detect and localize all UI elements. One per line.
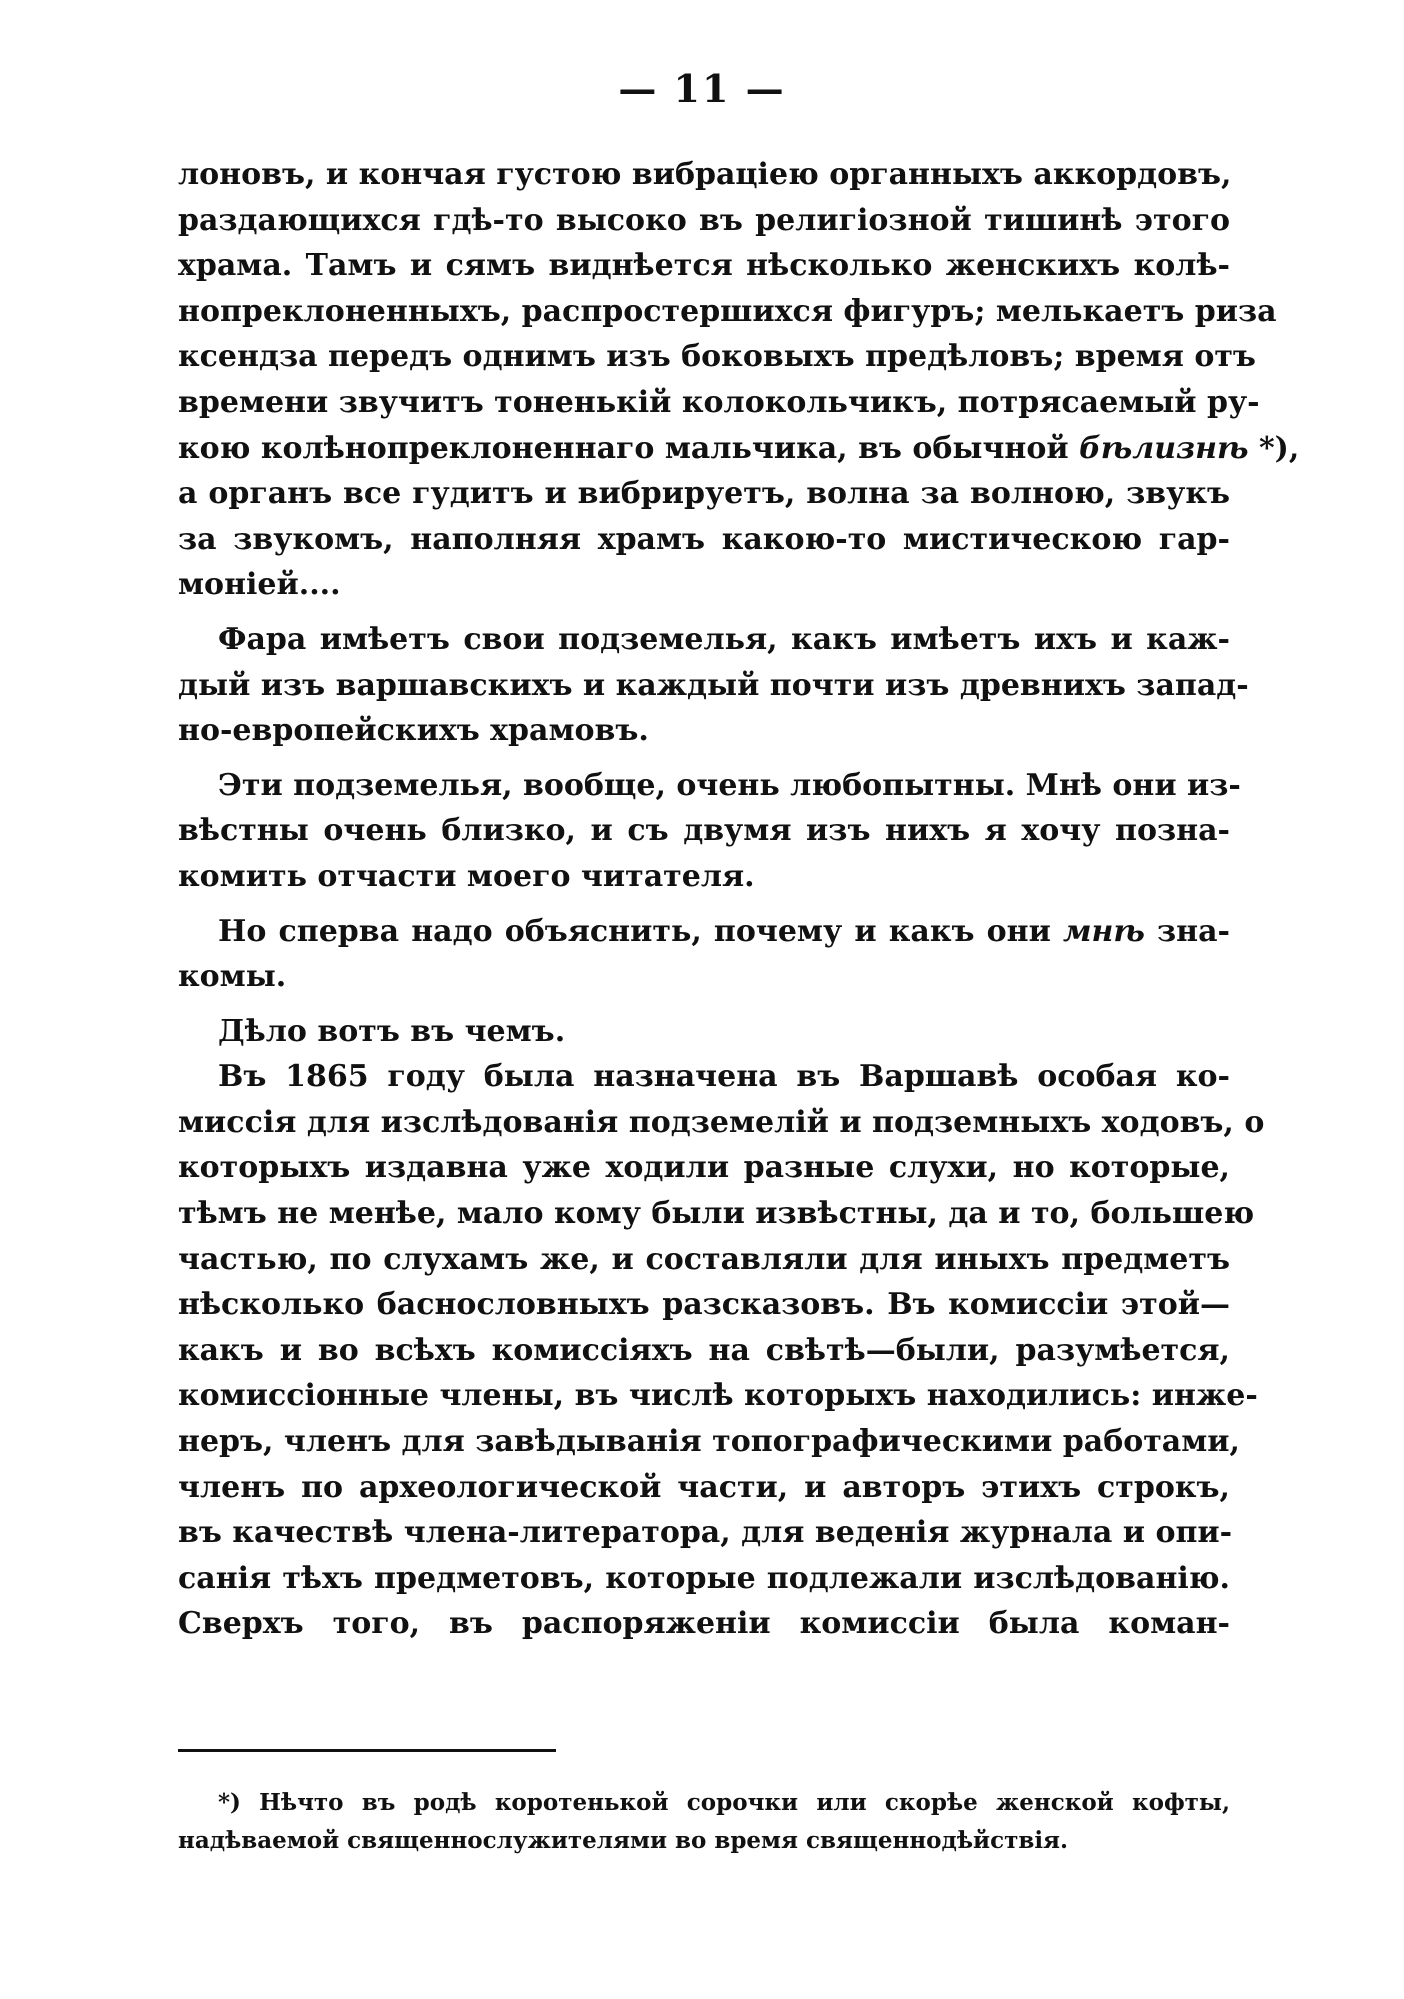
text-line: вѣстны очень близко, и съ двумя изъ нихъ я хочу позна- [178, 813, 1230, 849]
text-line: неръ, членъ для завѣдыванія топографическими работами, [178, 1424, 1240, 1460]
paragraph-3 [178, 763, 1241, 900]
text-line: какъ и во всѣхъ комиссіяхъ на свѣтѣ—были, разумѣется, [178, 1332, 1230, 1368]
text-line: но-европейскихъ храмовъ. [178, 713, 649, 749]
text-fragment: Но сперва надо объяснить, почему и какъ они [218, 913, 1063, 949]
text-line: въ качествѣ члена-литератора, для веденія журнала и опи- [178, 1515, 1233, 1551]
text-line: Фара имѣетъ свои подземелья, какъ имѣетъ ихъ и каж- [218, 621, 1230, 657]
text-fragment: зна- [1144, 913, 1230, 949]
footnote [178, 1784, 1230, 1860]
text-fragment: кою колѣнопреклоненнаго мальчика, въ обычной [178, 430, 1080, 466]
text-line [178, 426, 1300, 472]
text-line: Въ 1865 году была назначена въ Варшавѣ особая ко- [218, 1059, 1230, 1095]
italic-word: мнѣ [1062, 913, 1145, 949]
text-line: времени звучитъ тоненькій колокольчикъ, потрясаемый ру- [178, 384, 1260, 420]
text-line: нѣсколько баснословныхъ разсказовъ. Въ комиссіи этой— [178, 1287, 1230, 1323]
paragraph-2 [178, 617, 1249, 754]
text-line: тѣмъ не менѣе, мало кому были извѣстны, да и то, большею [178, 1196, 1255, 1232]
paragraph-4 [178, 909, 1230, 1000]
text-line: которыхъ издавна уже ходили разные слухи, но которые, [178, 1150, 1230, 1186]
text-line: моніей.... [178, 567, 341, 603]
text-line: дый изъ варшавскихъ и каждый почти изъ древнихъ запад- [178, 667, 1249, 703]
text-line: миссія для изслѣдованія подземелій и подземныхъ ходовъ, о [178, 1104, 1265, 1140]
body-text [178, 152, 1300, 1647]
text-line: храма. Тамъ и сямъ виднѣется нѣсколько женскихъ колѣ- [178, 248, 1230, 284]
text-line: комить отчасти моего читателя. [178, 858, 755, 894]
paragraph-1 [178, 152, 1300, 608]
text-line: комы. [178, 959, 287, 995]
paragraph-6 [178, 1054, 1265, 1647]
text-line: нопреклоненныхъ, распростершихся фигуръ; мелькаетъ риза [178, 293, 1277, 329]
text-line: частью, по слухамъ же, и составляли для иныхъ предметъ [178, 1241, 1230, 1277]
paragraph-5 [178, 1009, 1230, 1055]
text-line: ксендза передъ однимъ изъ боковыхъ предѣловъ; время отъ [178, 339, 1256, 375]
text-line: Дѣло вотъ въ чемъ. [218, 1013, 566, 1049]
text-line: раздающихся гдѣ-то высоко въ религіозной тишинѣ этого [178, 202, 1230, 238]
text-line [178, 909, 1230, 955]
footnote-marker: *), [1248, 430, 1300, 466]
footnote-line: *) Нѣчто въ родѣ коротенькой сорочки или скорѣе женской кофты, [218, 1789, 1230, 1816]
text-line: комиссіонные члены, въ числѣ которыхъ находились: инже- [178, 1378, 1258, 1414]
text-line: а органъ все гудитъ и вибрируетъ, волна за волною, звукъ [178, 476, 1230, 512]
text-line: Сверхъ того, въ распоряженіи комиссіи была коман- [178, 1606, 1230, 1642]
text-line: лоновъ, и кончая густою вибраціею органныхъ аккордовъ, [178, 157, 1232, 192]
text-line: членъ по археологической части, и авторъ этихъ строкъ, [178, 1469, 1230, 1505]
text-line: санія тѣхъ предметовъ, которые подлежали изслѣдованію. [178, 1560, 1230, 1596]
italic-word: бѣлизнѣ [1079, 430, 1249, 466]
page-number: — 11 — [618, 66, 786, 111]
text-line: Эти подземелья, вообще, очень любопытны. Мнѣ они из- [218, 767, 1241, 803]
text-line: за звукомъ, наполняя храмъ какою-то мистическою гар- [178, 521, 1230, 557]
footnote-divider [178, 1749, 556, 1752]
footnote-line: надѣваемой священнослужителями во время священнодѣйствія. [178, 1827, 1069, 1854]
